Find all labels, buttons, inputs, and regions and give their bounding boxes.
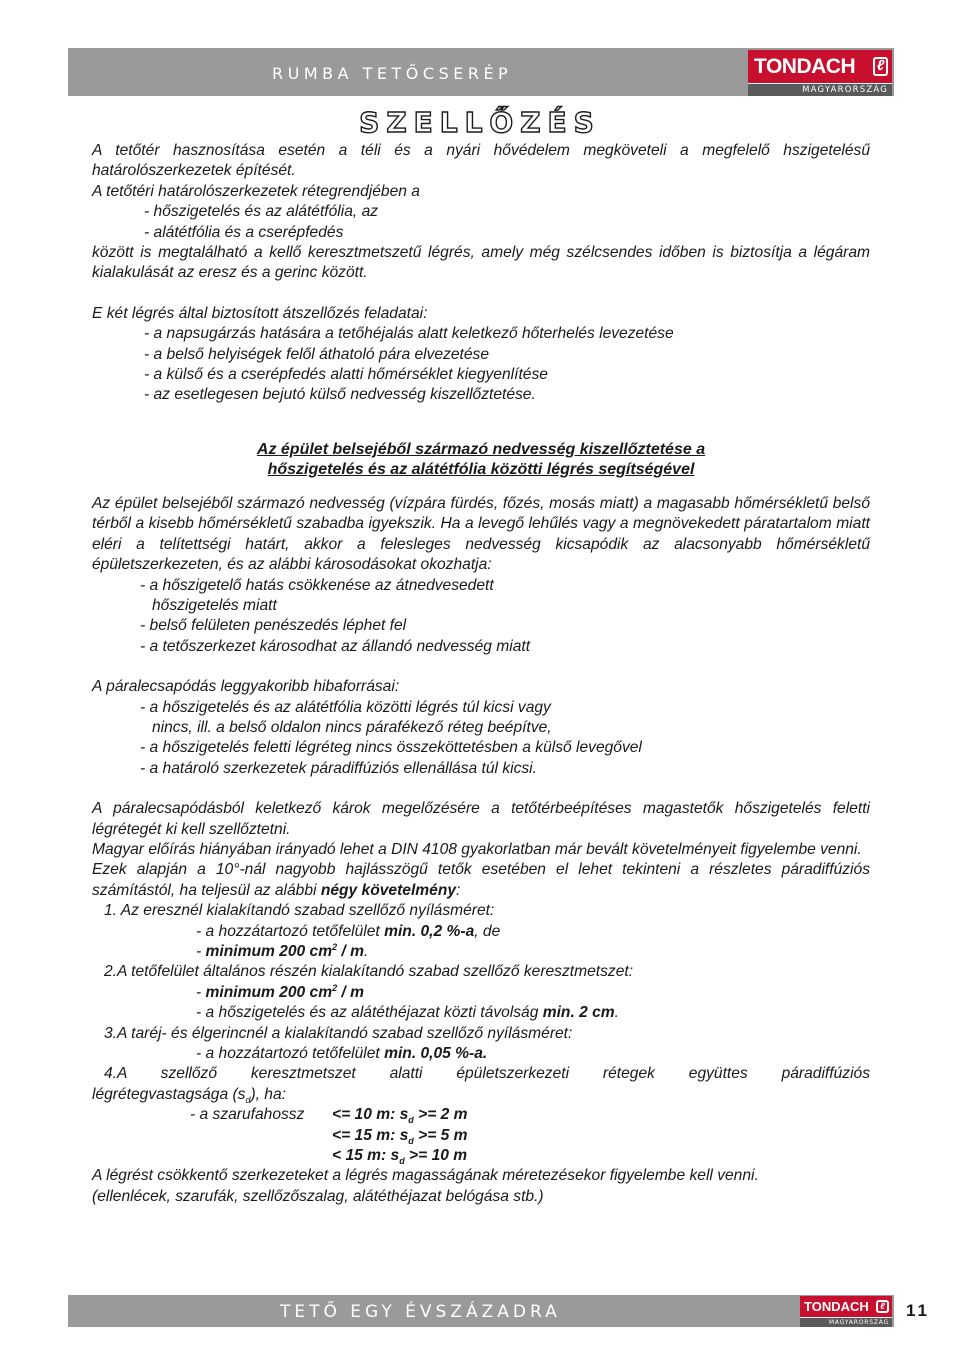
- section-paragraph: Magyar előírás hiányában irányadó lehet a DIN 4108 gyakorlatban már bevált követelményeit figyelembe venni.: [92, 840, 862, 858]
- list-item: - a napsugárzás hatására a tetőhéjalás alatt keletkező hőterhelés levezetése: [144, 325, 674, 343]
- logo-subtitle: MAGYARORSZÁG: [748, 84, 892, 96]
- list-item: nincs, ill. a belső oldalon nincs párafékező réteg beépítve,: [152, 718, 552, 736]
- sd-table-row: - a szarufahossz <= 10 m: $s_d >= 2$ m: [190, 1106, 468, 1126]
- requirement-1: 1. Az eresznél kialakítandó szabad szellőző nyílásméret:: [104, 902, 495, 920]
- list-item: hőszigetelés miatt: [152, 596, 277, 614]
- list-item: - alátétfólia és a cserépfedés: [144, 223, 344, 241]
- requirement-4-cont: légrétegvastagsága $(s_d)$, ha:: [92, 1085, 286, 1105]
- section-heading: hőszigetelés és az alátétfólia közötti légrés segítségével: [267, 460, 695, 478]
- list-item: - a hőszigetelő hatás csökkenése az átnedvesedett: [140, 576, 494, 594]
- list-item: - az esetlegesen bejutó külső nedvesség kiszellőztetése.: [144, 386, 536, 404]
- logo-subtitle: MAGYARORSZÁG: [800, 1318, 892, 1327]
- tondach-mark-icon: ℓ: [876, 1300, 889, 1313]
- footer-motto: TETŐ EGY ÉVSZÁZADRA: [280, 1302, 561, 1322]
- intro-paragraph: A tetőtéri határolószerkezetek rétegrendjében a: [92, 182, 420, 200]
- closing-paragraph: (ellenlécek, szarufák, szellőzőszalag, alátéthéjazat belógása stb.): [92, 1187, 544, 1205]
- section-paragraph: A páralecsapódásból keletkező károk megelőzésére a tetőtérbeépítéses magastetők hőszigetelés feletti légrétegét ki kell szellőztetni.: [92, 800, 870, 838]
- list-item: - a külső és a cserépfedés alatti hőmérséklet kiegyenlítése: [144, 366, 548, 384]
- section-paragraph: Ezek alapján a 10°-nál nagyobb hajlásszögű tetők esetében el lehet tekinteni a részletes páradiffúziós számítástól, ha teljesül az alábbi négy követelmény:: [92, 861, 870, 899]
- intro-paragraph: A tetőtér hasznosítása esetén a téli és a nyári hővédelem megköveteli a megfelelő hszigetelésű határolószerkezetek építését.: [92, 142, 870, 180]
- requirement-4: 4.A szellőző keresztmetszet alatti épületszerkezeti rétegek együttes páradiffúziós: [104, 1065, 870, 1083]
- requirement-3: 3.A taréj- és élgerincnél a kialakítandó szabad szellőző nyílásméret:: [104, 1024, 573, 1042]
- list-item: - a hőszigetelés feletti légréteg nincs összeköttetésben a külső levegővel: [140, 739, 642, 757]
- requirement-2b: - a hőszigetelés és az alátéthéjazat közti távolság min. 2 cm.: [196, 1004, 620, 1022]
- logo-text: TONDACH: [804, 1299, 869, 1314]
- requirement-2a: - minimum 200 $cm^2$ / m: [196, 982, 364, 1001]
- intro-paragraph: között is megtalálható a kellő keresztmetszetű légrés, amely még szélcsendes időben is biztosítja a légáram kialakulását az eresz és a gerinc között.: [92, 244, 870, 282]
- footer-band: [68, 1295, 894, 1327]
- section-heading: Az épület belsejéből származó nedvesség kiszellőztetése a: [256, 440, 706, 458]
- requirement-1b: - minimum 200 $cm^2$ / m.: [196, 941, 369, 960]
- list-item: - a belső helyiségek felől áthatoló pára elvezetése: [144, 345, 490, 363]
- requirement-3a: - a hozzátartozó tetőfelület min. 0,05 %-a.: [196, 1045, 488, 1063]
- main-content: [92, 141, 870, 1207]
- tondach-mark-icon: ℓ: [873, 57, 888, 76]
- requirement-2: 2.A tetőfelület általános részén kialakítandó szabad szellőző keresztmetszet:: [104, 963, 634, 981]
- closing-paragraph: A légrést csökkentő szerkezeteket a légrés magasságának méretezésekor figyelembe kell venni.: [92, 1167, 759, 1185]
- sd-table-row: < 15 m: $s_d >= 10$ m: [332, 1147, 468, 1167]
- tasks-lead: E két légrés által biztosított átszellőzés feladatai:: [92, 304, 428, 322]
- sources-lead: A páralecsapódás leggyakoribb hibaforrásai:: [92, 678, 400, 696]
- list-item: - a tetőszerkezet károsodhat az állandó nedvesség miatt: [140, 637, 531, 655]
- tondach-logo: [748, 50, 892, 96]
- requirement-1a: - a hozzátartozó tetőfelület min. 0,2 %-a, de: [196, 922, 501, 940]
- list-item: - belső felületen penészedés léphet fel: [140, 617, 407, 635]
- sd-table-row: <= 15 m: $s_d >= 5$ m: [332, 1126, 468, 1146]
- logo-text: TONDACH: [754, 54, 856, 78]
- page-number: 11: [906, 1301, 930, 1320]
- page-title: SZELLŐZÉS: [359, 106, 601, 139]
- list-item: - a hőszigetelés és az alátétfólia közötti légrés túl kicsi vagy: [140, 698, 551, 716]
- list-item: - hőszigetelés és az alátétfólia, az: [144, 203, 379, 221]
- series-title: RUMBA TETŐCSERÉP: [272, 64, 513, 83]
- section-paragraph: Az épület belsejéből származó nedvesség (vízpára fürdés, főzés, mosás miatt) a magasabb hőmérsékletű belső térből a kisebb hőmérsékletű szabadba igyekszik. Ha a levegő lehűlés vagy a megnövekedett páratartalom miatt eléri a telítettségi határt, akkor a felesleges nedvesség kicsapódik az alacsonyabb hőmérsékletű épületszerkezeten, és az alábbi károsodásokat okozhatja:: [92, 494, 870, 574]
- list-item: - a határoló szerkezetek páradiffúziós ellenállása túl kicsi.: [140, 759, 537, 777]
- tondach-logo: [800, 1296, 892, 1327]
